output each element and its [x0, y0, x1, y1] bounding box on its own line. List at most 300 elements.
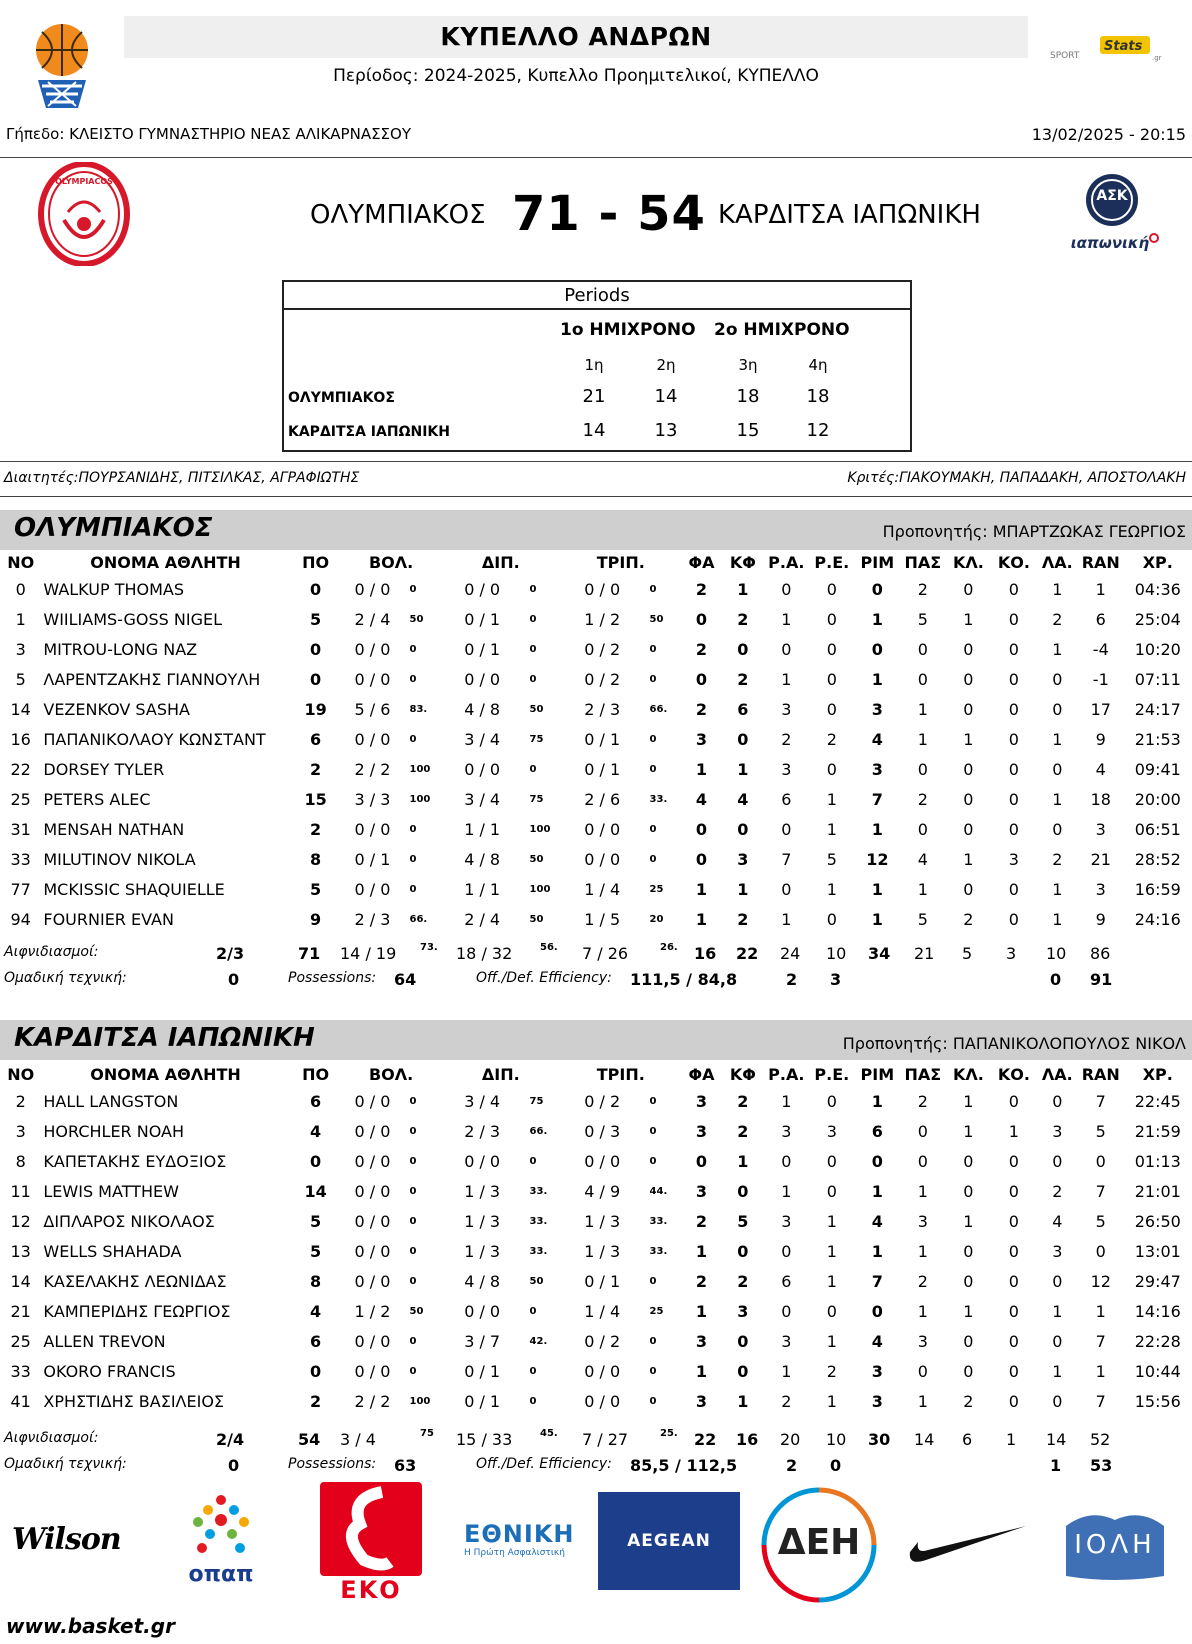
away-team-name: ΚΑΡΔΙΤΣΑ ΙΑΠΩΝΙΚΗ [718, 200, 981, 230]
stat-cell: 0 / 0 [354, 879, 391, 899]
stat-cell: 0 / 0 [354, 1181, 391, 1201]
stat-cell: 0 [649, 1275, 657, 1287]
website-link[interactable]: www.basket.gr [6, 1614, 175, 1638]
stat-cell: 2 [1052, 1181, 1063, 1201]
eko-logo [320, 1482, 422, 1606]
stat-cell: 18 [1090, 789, 1111, 809]
stat-cell: 50 [529, 1275, 544, 1287]
stat-cell: 0 [917, 669, 928, 689]
stat-cell: 0 [917, 1121, 928, 1141]
player-row [0, 1386, 1192, 1416]
total-ra: 24 [780, 944, 801, 963]
stat-cell: 5 [1095, 1211, 1106, 1231]
player-number: 41 [10, 1391, 31, 1411]
column-header: ΚΛ. [952, 1064, 984, 1084]
stat-cell: 100 [409, 763, 431, 775]
svg-text:ΑΣΚ: ΑΣΚ [1096, 188, 1128, 204]
player-row [0, 604, 1192, 634]
stat-cell: 0 [917, 819, 928, 839]
stat-cell: 2 [826, 1361, 837, 1381]
stat-cell: 1 / 5 [584, 909, 621, 929]
total-fg3: 7 / 26 [582, 944, 629, 963]
player-number: 1 [15, 609, 26, 629]
stat-cell: 0 [963, 879, 974, 899]
stat-cell: 4 [871, 1211, 883, 1231]
stat-cell: 50 [649, 613, 664, 625]
stat-cell: 1 [695, 879, 708, 899]
stat-cell: 100 [529, 823, 551, 835]
stat-cell: 1 [1052, 1361, 1063, 1381]
column-header: ΔΙΠ. [481, 552, 520, 572]
stat-cell: 2 [917, 789, 928, 809]
stat-cell: 44. [649, 1185, 668, 1197]
player-name: FOURNIER EVAN [43, 909, 174, 929]
stat-cell: 3 [695, 1181, 708, 1201]
stat-cell: 0 / 2 [584, 1091, 621, 1111]
stat-cell: 17 [1090, 699, 1111, 719]
stat-cell: 0 / 3 [584, 1121, 621, 1141]
stat-cell: 0 [826, 1181, 837, 1201]
eko-logo-text: ΕΚΟ [340, 1576, 402, 1604]
total-ft-pct: 75 [420, 1428, 434, 1439]
stat-cell: 3 [781, 759, 792, 779]
stat-cell: 3 [695, 1091, 708, 1111]
stat-cell: 1 / 3 [584, 1211, 621, 1231]
column-header: ΝΟ [7, 1064, 35, 1084]
stat-cell: 0 / 0 [354, 819, 391, 839]
stat-cell: 1 [871, 1181, 883, 1201]
stat-cell: 8 [310, 1271, 322, 1291]
stat-cell: 0 / 1 [354, 849, 391, 869]
stat-cell: 3 [781, 1331, 792, 1351]
column-header: RAN [1081, 552, 1120, 572]
team1-boxscore [0, 550, 1192, 934]
stat-cell: 1 [781, 1091, 792, 1111]
stat-cell: 2 / 3 [354, 909, 391, 929]
period-score: 14 [582, 420, 606, 441]
stat-cell: 5 [737, 1211, 749, 1231]
team-tech-value: 0 [228, 970, 240, 989]
column-header: ΡΙΜ [860, 552, 895, 572]
stat-cell: 0 [695, 819, 708, 839]
total-fg2: 18 / 32 [456, 944, 513, 963]
stat-cell: 0 [1008, 1271, 1019, 1291]
stat-cell: 3 [695, 1121, 708, 1141]
stat-cell: 1 [1052, 909, 1063, 929]
player-number: 25 [10, 1331, 31, 1351]
total-fa: 16 [694, 944, 717, 963]
stat-cell: 0 [649, 1395, 657, 1407]
stat-cell: 0 [963, 639, 974, 659]
stat-cell: 0 [409, 1335, 417, 1347]
stat-cell: 2 [695, 1211, 708, 1231]
stat-cell: 2 [310, 1391, 322, 1411]
stat-cell: 1 [871, 879, 883, 899]
stat-cell: 3 [1052, 1121, 1063, 1141]
stat-cell: 3 [826, 1121, 837, 1141]
player-row [0, 1146, 1192, 1176]
stat-cell: 0 [1008, 579, 1019, 599]
total-fg3-pct: 25. [660, 1428, 678, 1439]
total-turnovers: 14 [1046, 1430, 1067, 1449]
stat-cell: 0 / 1 [584, 1271, 621, 1291]
total-steals: 6 [962, 1430, 973, 1449]
stat-cell: 0 [1008, 1091, 1019, 1111]
stat-cell: 33. [649, 1245, 668, 1257]
player-row [0, 1116, 1192, 1146]
stat-cell: 20 [649, 913, 664, 925]
player-row [0, 814, 1192, 844]
player-name: ΠΑΠΑΝΙΚΟΛΑΟΥ ΚΩΝΣΤΑΝΤ [43, 729, 266, 749]
stat-cell: 7 [1095, 1091, 1106, 1111]
stat-cell: 1 [963, 1091, 974, 1111]
stat-cell: 0 / 0 [464, 579, 501, 599]
page-title: ΚΥΠΕΛΛΟ ΑΝΔΡΩΝ [440, 22, 712, 51]
stat-cell: 0 / 0 [354, 729, 391, 749]
stat-cell: 01:13 [1134, 1151, 1181, 1171]
stat-cell: 0 / 0 [354, 1091, 391, 1111]
stat-cell: 50 [529, 853, 544, 865]
periods-home-name: ΟΛΥΜΠΙΑΚΟΣ [288, 390, 395, 406]
total-re: 10 [826, 944, 847, 963]
stat-cell: 1 [917, 729, 928, 749]
column-header: ΔΙΠ. [481, 1064, 520, 1084]
stat-cell: 0 / 0 [354, 1211, 391, 1231]
stat-cell: 1 [963, 1121, 974, 1141]
stat-cell: 5 [310, 609, 322, 629]
stat-cell: 04:36 [1134, 579, 1181, 599]
column-header: ΠΟ [302, 552, 330, 572]
stat-cell: 1 [917, 1301, 928, 1321]
stat-cell: 0 [1052, 819, 1063, 839]
column-header: ΠΟ [302, 1064, 330, 1084]
stat-cell: 0 [1008, 759, 1019, 779]
quarter-label: 3η [738, 356, 758, 374]
column-header: ΚΛ. [952, 552, 984, 572]
team-tech-label: Ομαδική τεχνική: [4, 1456, 127, 1472]
stat-cell: 2 [917, 1091, 928, 1111]
stat-cell: 0 [649, 1125, 657, 1137]
stat-cell: 100 [409, 1395, 431, 1407]
stat-cell: 0 / 0 [464, 669, 501, 689]
stat-cell: 50 [409, 613, 424, 625]
stat-cell: 1 / 3 [464, 1241, 501, 1261]
stat-cell: 2 [963, 1391, 974, 1411]
stat-cell: 0 [1008, 1151, 1019, 1171]
stat-cell: 0 [781, 819, 792, 839]
venue: Γήπεδο: ΚΛΕΙΣΤΟ ΓΥΜΝΑΣΤΗΡΙΟ ΝΕΑΣ ΑΛΙΚΑΡΝΑΣΣΟΥ [6, 125, 411, 143]
player-row [0, 844, 1192, 874]
stat-cell: 0 [695, 849, 708, 869]
stat-cell: 0 / 0 [464, 1151, 501, 1171]
stat-cell: 33. [529, 1215, 548, 1227]
stat-cell: 1 [695, 1301, 708, 1321]
fastbreak-value: 2/3 [216, 944, 245, 963]
player-name: DORSEY TYLER [43, 759, 165, 779]
stat-cell: 0 [963, 789, 974, 809]
stat-cell: 15 [304, 789, 327, 809]
stat-cell: 3 / 3 [354, 789, 391, 809]
stat-cell: 1 / 2 [584, 609, 621, 629]
quarter-label: 1η [584, 356, 604, 374]
stat-cell: 0 [826, 1301, 837, 1321]
stat-cell: 0 [1008, 1301, 1019, 1321]
stat-cell: 0 [1008, 729, 1019, 749]
total-ranking: 52 [1090, 1430, 1111, 1449]
stat-cell: 5 [917, 609, 928, 629]
nike-logo [906, 1522, 1028, 1570]
stat-cell: 20:00 [1134, 789, 1181, 809]
stat-cell: 0 [826, 1151, 837, 1171]
stat-cell: 1 [781, 669, 792, 689]
stat-cell: 1 [1095, 1301, 1106, 1321]
stat-cell: 14:16 [1134, 1301, 1181, 1321]
player-number: 25 [10, 789, 31, 809]
stat-cell: 0 [529, 1395, 537, 1407]
stat-cell: 10:20 [1134, 639, 1181, 659]
stat-cell: 4 [917, 849, 928, 869]
column-header: ΡΙΜ [860, 1064, 895, 1084]
stat-cell: 0 / 0 [354, 1361, 391, 1381]
stat-cell: 0 [649, 853, 657, 865]
column-header: ΚΟ. [997, 552, 1030, 572]
stat-cell: 0 [529, 1305, 537, 1317]
stat-cell: -4 [1092, 639, 1109, 659]
home-team-logo [38, 162, 130, 266]
stat-cell: 0 / 0 [354, 1331, 391, 1351]
possessions-value: 63 [394, 1456, 417, 1475]
stat-cell: 0 [1008, 1361, 1019, 1381]
page-subtitle: Περίοδος: 2024-2025, Κυπελλο Προημιτελικοί, ΚΥΠΕΛΛΟ [333, 66, 819, 86]
stat-cell: 1 [695, 1241, 708, 1261]
stat-cell: 0 [529, 643, 537, 655]
player-name: PETERS ALEC [43, 789, 151, 809]
stat-cell: 1 [695, 759, 708, 779]
column-header: ΟΝΟΜΑ ΑΘΛΗΤΗ [90, 1064, 241, 1084]
stat-cell: 1 [781, 1361, 792, 1381]
stat-cell: 7 [871, 789, 883, 809]
stat-cell: 9 [310, 909, 322, 929]
stat-cell: 0 [529, 673, 537, 685]
stat-cell: 1 [737, 879, 749, 899]
stat-cell: 0 [409, 1365, 417, 1377]
stat-cell: 7 [1095, 1331, 1106, 1351]
stat-cell: 6 [871, 1121, 883, 1141]
stat-cell: 1 / 3 [464, 1211, 501, 1231]
periods-table [282, 280, 912, 452]
stat-cell: 3 [737, 1301, 749, 1321]
stat-cell: 2 [737, 1091, 749, 1111]
stat-cell: 0 [409, 823, 417, 835]
final-score: 71 - 54 [512, 186, 706, 242]
stat-cell: 3 / 4 [464, 1091, 501, 1111]
total-steals: 5 [962, 944, 973, 963]
stat-cell: 50 [529, 703, 544, 715]
player-number: 11 [10, 1181, 31, 1201]
stat-cell: 21 [1090, 849, 1111, 869]
stat-cell: 1 / 3 [584, 1241, 621, 1261]
svg-text:Stats: Stats [1104, 39, 1143, 54]
stat-cell: 6 [310, 1331, 322, 1351]
team-ranking: 53 [1090, 1456, 1113, 1475]
stat-cell: 1 [963, 1211, 974, 1231]
stat-cell: 50 [529, 913, 544, 925]
stat-cell: 1 / 4 [584, 1301, 621, 1321]
stat-cell: 5 [826, 849, 837, 869]
period-score: 14 [654, 386, 678, 407]
column-header: ΤΡΙΠ. [596, 552, 645, 572]
total-rebounds: 30 [868, 1430, 891, 1449]
svg-text:SPORT: SPORT [1050, 51, 1080, 61]
stat-cell: 3 [1095, 819, 1106, 839]
stat-cell: 1 / 3 [464, 1181, 501, 1201]
stat-cell: 7 [1095, 1391, 1106, 1411]
stat-cell: 0 / 0 [584, 1391, 621, 1411]
stat-cell: 1 [871, 669, 883, 689]
stat-cell: 4 [310, 1301, 322, 1321]
stat-cell: 0 [1008, 1391, 1019, 1411]
periods-away-name: ΚΑΡΔΙΤΣΑ ΙΑΠΩΝΙΚΗ [288, 424, 450, 440]
team-ranking: 91 [1090, 970, 1113, 989]
player-name: MITROU-LONG NAZ [43, 639, 198, 659]
stat-cell: 0 [963, 699, 974, 719]
stat-cell: 0 [781, 879, 792, 899]
stat-cell: 2 [1052, 609, 1063, 629]
possessions-label: Possessions: [288, 970, 377, 986]
stat-cell: 0 [1052, 759, 1063, 779]
stat-cell: 0 [409, 733, 417, 745]
stat-cell: 0 [871, 639, 883, 659]
stat-cell: 0 / 0 [354, 639, 391, 659]
stat-cell: 5 [310, 1211, 322, 1231]
svg-text:ιαπωνική: ιαπωνική [1070, 234, 1150, 252]
stat-cell: 0 [963, 669, 974, 689]
dei-logo-text: ΔΕΗ [777, 1522, 861, 1563]
stat-cell: 1 [781, 609, 792, 629]
stat-cell: 0 [695, 609, 708, 629]
player-row [0, 1356, 1192, 1386]
stat-cell: 0 [917, 639, 928, 659]
player-number: 14 [10, 1271, 31, 1291]
stat-cell: 7 [781, 849, 792, 869]
period-score: 12 [806, 420, 830, 441]
period-score: 15 [736, 420, 760, 441]
svg-text:.gr: .gr [1152, 54, 1162, 62]
stat-cell: 9 [1095, 909, 1106, 929]
stat-cell: 0 [963, 1181, 974, 1201]
stat-cell: 5 / 6 [354, 699, 391, 719]
fastbreak-label: Αιφνιδιασμοί: [4, 1430, 99, 1446]
stat-cell: 1 [963, 849, 974, 869]
total-ra: 20 [780, 1430, 801, 1449]
divider [0, 157, 1192, 158]
player-row [0, 874, 1192, 904]
stat-cell: 09:41 [1134, 759, 1181, 779]
stat-cell: 1 [826, 789, 837, 809]
stat-cell: 25 [649, 1305, 664, 1317]
stat-cell: 2 / 3 [584, 699, 621, 719]
stat-cell: 0 [1095, 1241, 1106, 1261]
stat-cell: 22:45 [1134, 1091, 1181, 1111]
stat-cell: 3 [1052, 1241, 1063, 1261]
stat-cell: 1 [826, 879, 837, 899]
player-row [0, 664, 1192, 694]
total-points: 71 [298, 944, 321, 963]
stat-cell: 5 [1095, 1121, 1106, 1141]
player-row [0, 574, 1192, 604]
fastbreak-value: 2/4 [216, 1430, 245, 1449]
stat-cell: 3 [695, 729, 708, 749]
possessions-label: Possessions: [288, 1456, 377, 1472]
stat-cell: 1 [871, 819, 883, 839]
stat-cell: 3 [781, 1121, 792, 1141]
stat-cell: 0 [1008, 1331, 1019, 1351]
stat-cell: 0 [1008, 1211, 1019, 1231]
stat-cell: 0 [649, 1155, 657, 1167]
stat-cell: 24:16 [1134, 909, 1181, 929]
stat-cell: 7 [871, 1271, 883, 1291]
stat-cell: 0 [409, 883, 417, 895]
stat-cell: 33. [529, 1185, 548, 1197]
wilson-logo-text: Wilson [12, 1522, 121, 1557]
stat-cell: 0 [649, 1095, 657, 1107]
player-row [0, 1326, 1192, 1356]
column-header: ΧΡ. [1142, 552, 1173, 572]
stat-cell: 6 [781, 789, 792, 809]
stat-cell: 2 [695, 1271, 708, 1291]
stat-cell: 1 [963, 1301, 974, 1321]
stat-cell: 12 [1090, 1271, 1111, 1291]
stat-cell: 0 [1008, 669, 1019, 689]
total-kf: 16 [736, 1430, 759, 1449]
stat-cell: 1 [737, 579, 749, 599]
stat-cell: 0 [1052, 1151, 1063, 1171]
stat-cell: 0 [649, 1335, 657, 1347]
stat-cell: 2 / 2 [354, 759, 391, 779]
stat-cell: 9 [1095, 729, 1106, 749]
stat-cell: 2 [737, 909, 749, 929]
efficiency-value: 85,5 / 112,5 [630, 1456, 738, 1475]
stat-cell: 12 [866, 849, 889, 869]
stat-cell: 0 [1008, 909, 1019, 929]
game-datetime: 13/02/2025 - 20:15 [1031, 125, 1186, 144]
stat-cell: 19 [304, 699, 327, 719]
stat-cell: 0 [826, 759, 837, 779]
stat-cell: 0 [1052, 1391, 1063, 1411]
stat-cell: 2 / 4 [464, 909, 501, 929]
stat-cell: 1 / 1 [464, 879, 501, 899]
stat-cell: 0 [737, 1181, 749, 1201]
player-name: ΔΙΠΛΑΡΟΣ ΝΙΚΟΛΑΟΣ [43, 1211, 215, 1231]
stat-cell: 0 [409, 583, 417, 595]
stat-cell: 1 [1052, 579, 1063, 599]
stat-cell: 2 [695, 639, 708, 659]
stat-cell: 0 [409, 673, 417, 685]
stat-cell: 0 [781, 639, 792, 659]
stat-cell: 75 [529, 1095, 544, 1107]
player-row [0, 1176, 1192, 1206]
stat-cell: 0 / 1 [584, 729, 621, 749]
total-ft-pct: 73. [420, 942, 438, 953]
stat-cell: 3 [1095, 879, 1106, 899]
column-header: ΠΑΣ [904, 1064, 942, 1084]
stat-cell: 0 [310, 1361, 322, 1381]
player-row [0, 1266, 1192, 1296]
stat-cell: 0 [963, 1241, 974, 1261]
stat-cell: 0 [737, 819, 749, 839]
team-tech-label: Ομαδική τεχνική: [4, 970, 127, 986]
stat-cell: 0 [826, 909, 837, 929]
